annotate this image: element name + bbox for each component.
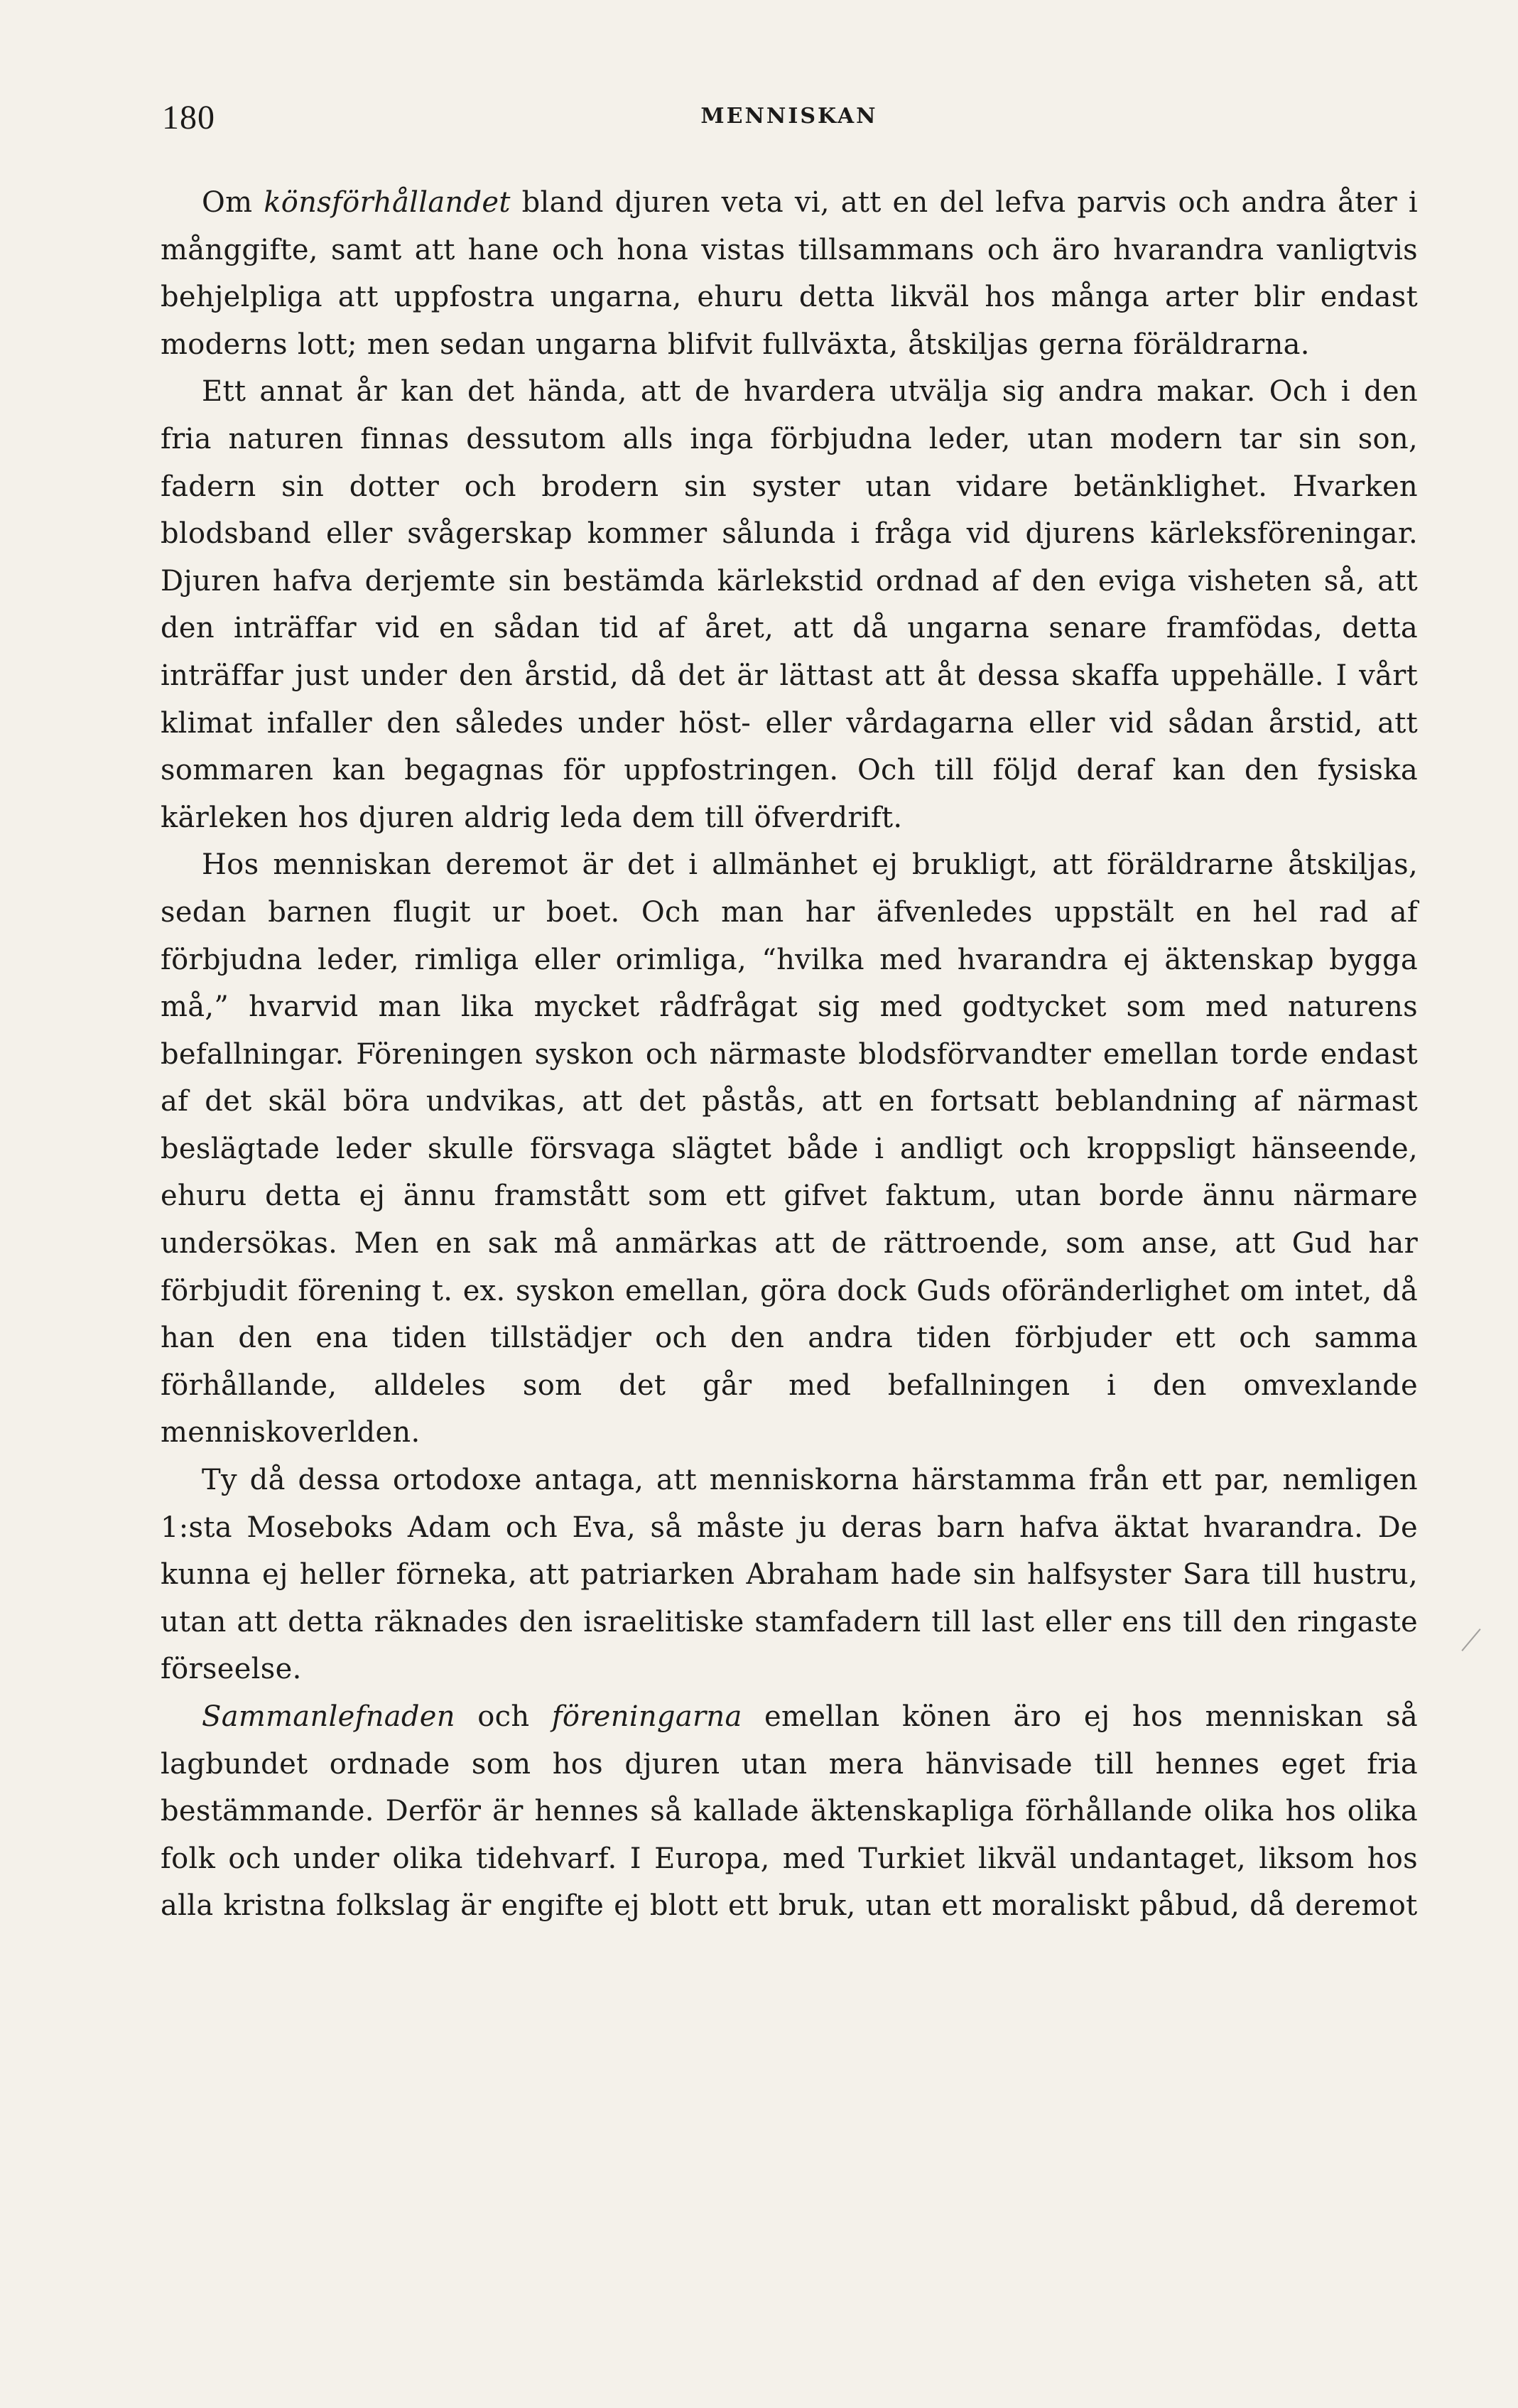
paragraph-lead: Om	[202, 186, 264, 219]
italic-term: Sammanlefnaden	[202, 1700, 455, 1733]
paragraph-text: emellan könen äro ej hos menniskan så lagbundet ordnade som hos djuren utan mera hänvisade till hennes eget fria bestämmande. Derför är hennes så kallade äktenskapliga förhållande olika hos olika folk och under olika tidehvarf. I Europa, med Turkiet likväl undantaget, liksom hos alla kristna folkslag är engifte ej blott ett bruk, utan ett moraliskt påbud, då deremot	[161, 1700, 1418, 1923]
italic-term: föreningarna	[551, 1700, 742, 1733]
paragraph	[161, 1457, 1418, 1693]
paragraph-connector: och	[455, 1700, 552, 1733]
body-text	[161, 179, 1418, 1930]
italic-term: könsförhållandet	[264, 186, 511, 219]
margin-pencil-mark	[1461, 1629, 1480, 1651]
paragraph	[161, 841, 1418, 1457]
paragraph-text: bland djuren veta vi, att en del lefva parvis och andra åter i månggifte, samt att hane och hona vistas tillsammans och äro hvarandra vanligtvis behjelpliga att uppfostra ungarna, ehuru detta likväl hos många arter blir endast moderns lott; men sedan ungarna blifvit fullväxta, åtskiljas gerna föräldrarna.	[161, 186, 1418, 361]
page-number: 180	[162, 99, 215, 136]
paragraph-text: Ty då dessa ortodoxe antaga, att menniskorna härstamma från ett par, nemligen 1:sta Moseboks Adam och Eva, så måste ju deras barn hafva äktat hvarandra. De kunna ej heller förneka, att patriarken Abraham hade sin halfsyster Sara till hustru, utan att detta räknades den israelitiske stamfadern till last eller ens till den ringaste förseelse.	[161, 1464, 1418, 1686]
paragraph-text: Hos menniskan deremot är det i allmänhet ej brukligt, att föräldrarne åtskiljas, sedan barnen flugit ur boet. Och man har äfvenledes uppstält en hel rad af förbjudna leder, rimliga eller orimliga, “hvilka med hvarandra ej äktenskap bygga må,” hvarvid man lika mycket rådfrågat sig med godtycket som med naturens befallningar. Föreningen syskon och närmaste blodsförvandter emellan torde endast af det skäl böra undvikas, att det påstås, att en fortsatt beblandning af närmast beslägtade leder skulle försvaga slägtet både i andligt och kroppsligt hänseende, ehuru detta ej ännu framstått som ett gifvet faktum, utan borde ännu närmare undersökas. Men en sak må anmärkas att de rättroende, som anse, att Gud har förbjudit förening t. ex. syskon emellan, göra dock Guds oföränderlighet om intet, då han den ena tiden tillstädjer och den andra tiden förbjuder ett och samma förhållande, alldeles som det går med befallningen i den omvexlande menniskoverlden.	[161, 848, 1418, 1449]
page-header	[162, 98, 1416, 141]
paragraph-text: Ett annat år kan det hända, att de hvardera utvälja sig andra makar. Och i den fria naturen finnas dessutom alls inga förbjudna leder, utan modern tar sin son, fadern sin dotter och brodern sin syster utan vidare betänklighet. Hvarken blodsband eller svågerskap kommer sålunda i fråga vid djurens kärleksföreningar. Djuren hafva derjemte sin bestämda kärlekstid ordnad af den eviga visheten så, att den inträffar vid en sådan tid af året, att då ungarna senare framfödas, detta inträffar just under den årstid, då det är lättast att åt dessa skaffa uppehälle. I vårt klimat infaller den således under höst- eller vårdagarna eller vid sådan årstid, att sommaren kan begagnas för uppfostringen. Och till följd deraf kan den fysiska kärleken hos djuren aldrig leda dem till öfverdrift.	[161, 375, 1418, 834]
paragraph	[161, 1693, 1418, 1930]
paragraph	[161, 368, 1418, 841]
paragraph	[161, 179, 1418, 368]
running-head: MENNISKAN	[700, 104, 878, 129]
